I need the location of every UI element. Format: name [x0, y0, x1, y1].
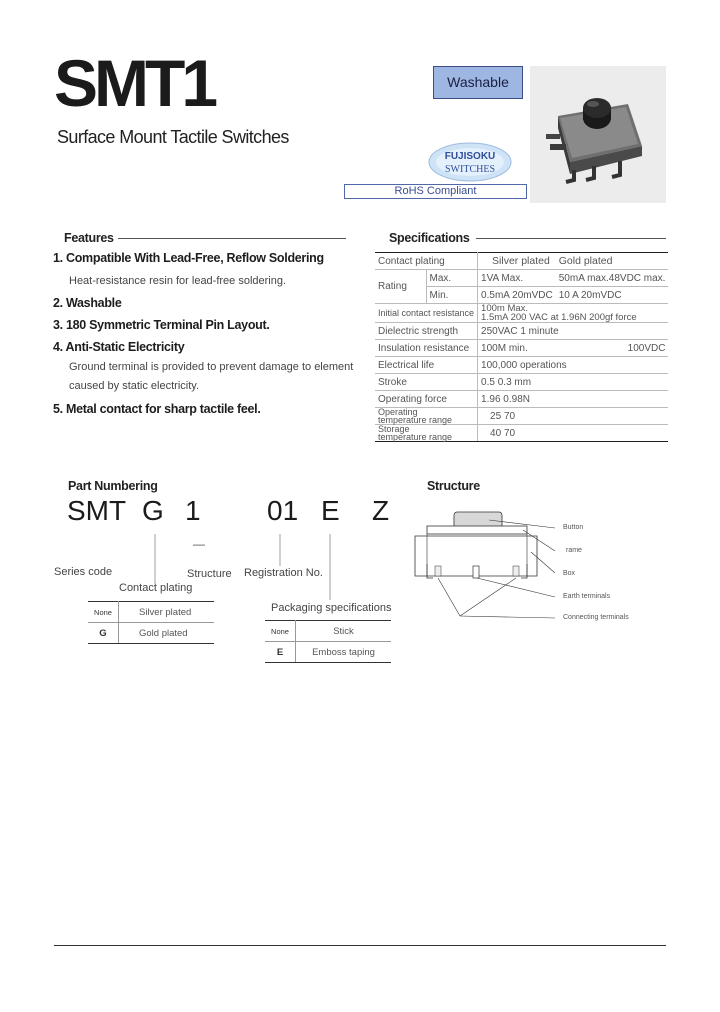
spec-label: Storage [378, 424, 410, 434]
plating-value: Silver plated [119, 602, 215, 623]
plating-row [88, 623, 214, 644]
spec-value: 1VA Max. [478, 270, 556, 287]
spec-value: 100m Max. [481, 303, 529, 314]
structure-heading: Structure [427, 479, 480, 493]
pn-smt: SMT [67, 495, 127, 526]
spec-value: 1.96 0.98N [478, 391, 669, 408]
spec-value: 100VDC [556, 340, 669, 357]
spec-label: Stroke [375, 374, 478, 391]
part-numbering-heading: Part Numbering [68, 479, 158, 493]
pn-dash: — [193, 537, 205, 551]
spec-label: Operating force [375, 391, 478, 408]
contact-plating-label: Contact plating [119, 582, 193, 594]
spec-label: Contact plating [375, 253, 478, 270]
pn-e: E [321, 495, 340, 526]
spec-label: Dielectric strength [375, 323, 478, 340]
feature-2-title: 2. Washable [53, 296, 122, 310]
feature-1-note: Heat-resistance resin for lead-free soldering. [69, 275, 287, 287]
feature-3-title: 3. 180 Symmetric Terminal Pin Layout. [53, 318, 270, 332]
product-subtitle: Surface Mount Tactile Switches [57, 127, 289, 147]
packaging-row [265, 621, 391, 642]
spec-label: Insulation resistance [375, 340, 478, 357]
spec-value: 1.5mA 200 VAC at 1.96N 200gf force [481, 312, 637, 323]
spec-value: 100,000 operations [478, 357, 669, 374]
plating-key: G [88, 623, 119, 644]
plating-row [88, 602, 214, 623]
washable-badge: Washable [433, 66, 523, 99]
feature-4-note-2: caused by static electricity. [69, 380, 200, 392]
feature-4-note-1: Ground terminal is provided to prevent damage to element [69, 361, 354, 373]
spec-value: 100M min. [478, 340, 556, 357]
spec-value: 50mA max.48VDC max. [556, 270, 669, 287]
plating-table [88, 601, 214, 644]
feature-4-title: 4. Anti-Static Electricity [53, 340, 185, 354]
plating-value: Gold plated [119, 623, 215, 644]
spec-value: 40 70 [478, 425, 669, 442]
spec-label: temperature range [378, 415, 453, 425]
spec-value: 25 70 [478, 408, 669, 425]
packaging-row [265, 642, 391, 663]
product-title: SMT1 [54, 46, 215, 120]
packaging-key: E [265, 642, 296, 663]
spec-value: 10 A 20mVDC [556, 287, 669, 304]
structure-label-connecting: Connecting terminals [563, 614, 629, 621]
logo-text-2: SWITCHES [445, 164, 495, 175]
spec-gold-header: Gold plated [556, 253, 669, 270]
packaging-value: Stick [296, 621, 392, 642]
spec-value: 250VAC 1 minute [478, 323, 669, 340]
feature-5-title: 5. Metal contact for sharp tactile feel. [53, 402, 261, 416]
spec-label: Initial contact resistance [375, 304, 478, 323]
spec-value: 0.5mA 20mVDC [478, 287, 556, 304]
spec-silver-header: Silver plated [478, 253, 556, 270]
specifications-heading: Specifications [389, 231, 470, 245]
spec-value: 0.5 0.3 mm [478, 374, 669, 391]
packaging-table [265, 620, 391, 663]
spec-label: Rating [375, 270, 426, 304]
spec-label: Operating [378, 407, 418, 417]
spec-label: temperature range [378, 432, 453, 442]
packaging-specs-label: Packaging specifications [271, 602, 392, 614]
structure-label: Structure [187, 568, 232, 580]
structure-label-box: Box [563, 570, 576, 577]
features-heading: Features [64, 231, 114, 245]
pn-1: 1 [185, 495, 201, 526]
logo-text-1: FUJISOKU [444, 151, 496, 162]
registration-no-label: Registration No. [244, 567, 323, 579]
pn-01: 01 [267, 495, 299, 526]
plating-key: None [88, 602, 119, 623]
structure-label-frame: rame [566, 547, 582, 554]
spec-label: Electrical life [375, 357, 478, 374]
pn-z: Z [372, 495, 390, 526]
spec-sublabel: Max. [426, 270, 478, 287]
structure-label-button: Button [563, 524, 584, 531]
spec-sublabel: Min. [426, 287, 478, 304]
rohs-compliant-badge: RoHS Compliant [344, 184, 527, 199]
packaging-value: Emboss taping [296, 642, 392, 663]
packaging-key: None [265, 621, 296, 642]
series-code-label: Series code [54, 566, 113, 578]
feature-1-title: 1. Compatible With Lead-Free, Reflow Soldering [53, 251, 324, 265]
pn-g: G [142, 495, 164, 526]
footer-rule [54, 945, 666, 946]
structure-diagram [405, 500, 565, 625]
structure-label-earth: Earth terminals [563, 593, 611, 600]
